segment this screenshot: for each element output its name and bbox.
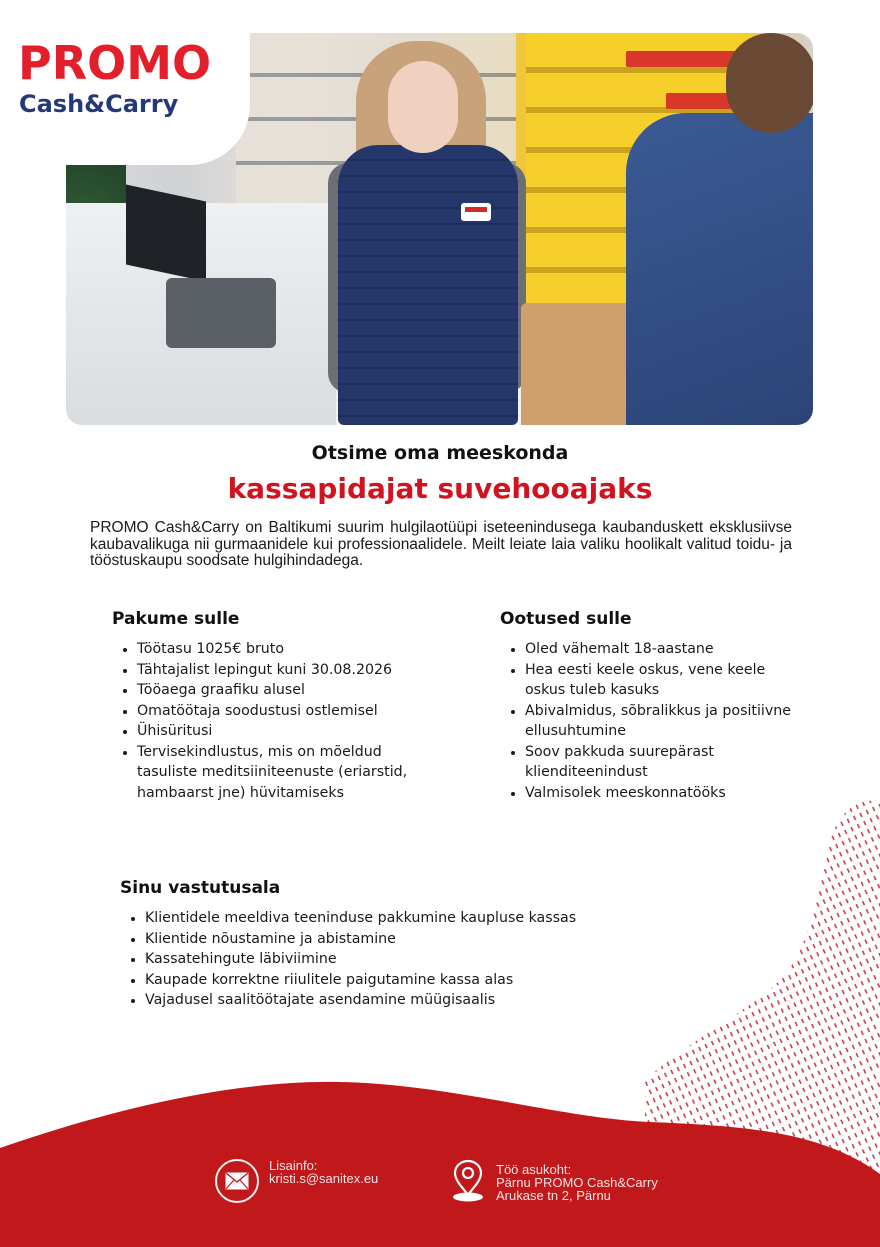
responsibilities-section — [120, 878, 640, 1011]
list-item: • Kassatehingute läbiviimine — [145, 949, 640, 970]
offer-heading: Pakume sulle — [112, 609, 240, 629]
location-label: Töö asukoht: — [496, 1162, 572, 1177]
list-item: • Tervisekindlustus, mis on mõeldud tasuliste meditsiiniteenuste (eriarstid, hambaarst jne) hüvitamiseks — [137, 742, 432, 804]
cashier-vest — [338, 145, 518, 425]
list-item: • Valmisolek meeskonnatööks — [525, 783, 800, 804]
list-item: • Kaupade korrektne riiulitele paigutamine kassa alas — [145, 970, 640, 991]
location-address: Arukase tn 2, Pärnu — [496, 1188, 611, 1203]
paper-bag — [521, 303, 641, 425]
list-item: • Soov pakkuda suurepärast klienditeenindust — [525, 742, 800, 783]
promo-badge — [461, 203, 491, 221]
list-item: • Omatöötaja soodustusi ostlemisel — [137, 701, 432, 722]
logo-brand: PROMO — [18, 36, 212, 90]
receipt-printer — [166, 278, 276, 348]
contact-email[interactable]: kristi.s@sanitex.eu — [269, 1171, 379, 1186]
logo-subtitle: Cash&Carry — [19, 90, 179, 118]
list-item: • Tähtajalist lepingut kuni 30.08.2026 — [137, 660, 432, 681]
offer-section — [112, 609, 432, 803]
location-store: Pärnu PROMO Cash&Carry — [496, 1175, 658, 1190]
list-item: • Tööaega graafiku alusel — [137, 680, 432, 701]
map-pin-icon — [450, 1159, 486, 1203]
envelope-icon — [215, 1159, 259, 1203]
list-item: • Klientide nõustamine ja abistamine — [145, 929, 640, 950]
customer-head — [726, 33, 813, 133]
contact-label: Lisainfo: — [269, 1158, 318, 1173]
list-item: • Vajadusel saalitöötajate asendamine müügisaalis — [145, 990, 640, 1011]
responsibilities-list — [120, 908, 640, 1011]
pos-monitor — [126, 184, 206, 281]
list-item: • Hea eesti keele oskus, vene keele oskus tuleb kasuks — [525, 660, 800, 701]
list-item: • Abivalmidus, sõbralikkus ja positiivne ellusuhtumine — [525, 701, 800, 742]
responsibilities-heading: Sinu vastutusala — [120, 878, 281, 898]
cashier-face — [388, 61, 458, 153]
expectations-section — [500, 609, 800, 803]
list-item: • Ühisüritusi — [137, 721, 432, 742]
list-item: • Klientidele meeldiva teeninduse pakkumine kaupluse kassas — [145, 908, 640, 929]
offer-list — [112, 639, 432, 803]
page-kicker: Otsime oma meeskonda — [311, 442, 569, 464]
logo — [0, 0, 250, 165]
customer-jacket — [626, 113, 813, 425]
intro-paragraph: PROMO Cash&Carry on Baltikumi suurim hulgilaotüüpi iseteenindusega kaubanduskett eksklusiivse kaubavalikuga nii gurmaanidele kui professionaalidele. Meilt leiate laia valiku hoolikalt valitud toidu- ja tööstuskaupu soodsate hulgihindadega. — [90, 519, 792, 569]
expectations-list — [500, 639, 800, 803]
expectations-heading: Ootused sulle — [500, 609, 632, 629]
footer-wave — [0, 1070, 880, 1247]
list-item: • Töötasu 1025€ bruto — [137, 639, 432, 660]
contact-info — [215, 1159, 378, 1203]
page-title: kassapidajat suvehooajaks — [227, 472, 653, 505]
list-item: • Oled vähemalt 18-aastane — [525, 639, 800, 660]
job-location — [450, 1159, 658, 1203]
